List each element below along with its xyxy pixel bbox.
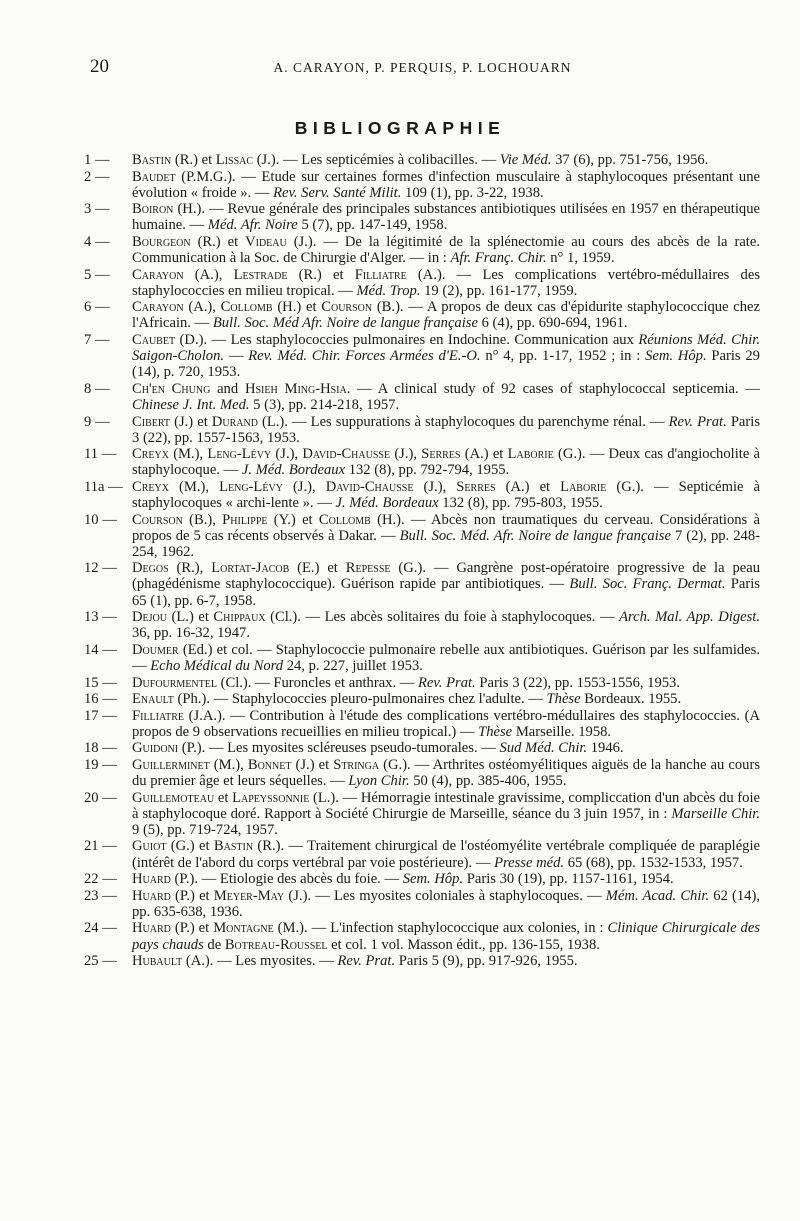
- reference-segment: (J.) et: [170, 413, 212, 430]
- reference-segment: (R.),: [168, 560, 212, 577]
- reference-number: 17 —: [84, 707, 117, 724]
- reference-segment: 1946.: [587, 740, 624, 757]
- author-name: Botreau-Roussel: [224, 936, 328, 953]
- reference-number-value: 14: [84, 641, 99, 658]
- reference-number-value: 7: [84, 332, 92, 349]
- reference-segment: (M.),: [209, 756, 248, 773]
- reference-number: 14 —: [84, 641, 117, 658]
- reference-segment: (G.). — Arthrites ostéomyélitiques aiguës de la hanche au cours du premier âge et leurs séquelles. —: [132, 756, 760, 790]
- reference-number: 7 —: [84, 332, 110, 349]
- reference-text: [132, 234, 760, 266]
- reference-segment: Marseille. 1958.: [512, 723, 612, 740]
- journal-title: Thèse: [546, 691, 581, 708]
- author-name: Bastin: [132, 152, 172, 168]
- reference-number: 16 —: [84, 691, 117, 708]
- reference-number: 2 —: [84, 168, 110, 185]
- reference-segment: (Cl.). — Les abcès solitaires du foie à staphylocoques. —: [265, 609, 620, 626]
- reference-number: 10 —: [84, 511, 117, 528]
- journal-title: Sud Méd. Chir.: [499, 740, 588, 757]
- reference-number-value: 15: [84, 674, 99, 691]
- page-number: 20: [90, 56, 109, 77]
- author-name: Courson: [321, 299, 373, 316]
- reference-segment: (A.). — Les complications vertébro-médullaires des staphylococcies en milieu tropical. —: [132, 266, 760, 299]
- reference-entry: [84, 708, 760, 740]
- reference-number-value: 4: [84, 233, 92, 250]
- author-name: Collomb: [318, 511, 371, 528]
- author-name: Creyx: [132, 446, 169, 463]
- reference-segment: (L.) et: [166, 609, 214, 626]
- reference-segment: 19 (2), pp. 161-177, 1959.: [420, 282, 578, 299]
- reference-number-value: 11: [84, 446, 99, 463]
- reference-segment: (H.). — Abcès non traumatiques du cerveau. Considérations à propos de 5 cas récents observés à Dakar. —: [132, 511, 760, 544]
- reference-text: [132, 512, 760, 560]
- reference-text: [132, 414, 760, 446]
- reference-number-value: 2: [84, 168, 92, 185]
- reference-number-value: 19: [84, 756, 99, 773]
- reference-segment: (J.) et: [291, 756, 334, 773]
- journal-title: Rev. Serv. Santé Milit.: [273, 184, 402, 201]
- reference-segment: (P.). — Les myosites scléreuses pseudo-tumorales. —: [178, 740, 500, 757]
- journal-title: Clinique Chirurgicale des pays chauds: [132, 920, 761, 953]
- reference-segment: (J.A.). — Contribution à l'étude des complications vertébro-médullaires des staphylococcies. (A propos de 9 observations recueillies en milieu tropical.) —: [132, 707, 760, 740]
- journal-title: Marseille Chir.: [671, 805, 760, 822]
- author-name: Dejou: [132, 609, 167, 626]
- reference-number: 8 —: [84, 380, 110, 397]
- reference-list: [84, 152, 760, 970]
- reference-entry: [84, 446, 760, 478]
- reference-text: [132, 169, 760, 201]
- reference-segment: (B.). — A propos de deux cas d'épidurite staphylococcique chez l'Africain. —: [132, 299, 760, 332]
- author-name: Laborie: [507, 446, 554, 463]
- author-name: Lortat-Jacob: [211, 560, 290, 577]
- reference-number: 25 —: [84, 953, 117, 970]
- reference-segment: (J.),: [282, 478, 326, 495]
- reference-entry: [84, 953, 760, 969]
- reference-number-value: 20: [84, 789, 99, 806]
- author-name: Serres: [421, 446, 461, 463]
- reference-text: [132, 381, 760, 413]
- reference-entry: [84, 381, 760, 413]
- reference-number: 20 —: [84, 789, 117, 806]
- reference-segment: (J.),: [390, 446, 422, 463]
- author-name: Huard: [132, 871, 171, 888]
- reference-number: 9 —: [84, 413, 110, 430]
- reference-entry: [84, 609, 760, 641]
- reference-segment: 62 (14), pp. 635-638, 1936.: [132, 887, 760, 920]
- reference-segment: (G.). — Gangrène post-opératoire progressive de la peau (phagédénisme staphylococcique). Guérison rapide par antibiotiques. —: [132, 560, 760, 593]
- reference-segment: 24, p. 227, juillet 1953.: [283, 657, 423, 674]
- author-name: Dufourmentel: [132, 674, 217, 691]
- reference-entry: [84, 642, 760, 674]
- reference-entry: [84, 675, 760, 691]
- journal-title: Chinese J. Int. Med.: [132, 396, 250, 413]
- reference-text: [132, 446, 760, 478]
- journal-title: Sem. Hôp.: [402, 871, 464, 888]
- reference-number-value: 1: [84, 152, 92, 168]
- author-name: Bastin: [213, 838, 254, 855]
- reference-segment: (J.). — Les septicémies à colibacilles. —: [253, 152, 500, 168]
- reference-segment: (R.). — Traitement chirurgical de l'ostéomyélite vertébrale compliquée de paraplégie (intérêt de l'abord du corps vertébral par voie postérieure). —: [132, 838, 761, 871]
- reference-segment: 50 (4), pp. 385-406, 1955.: [409, 773, 567, 790]
- author-name: Leng-Lévy: [207, 446, 272, 463]
- reference-segment: (A.) et: [460, 446, 508, 463]
- reference-text: [132, 740, 760, 756]
- reference-text: [132, 332, 760, 380]
- reference-entry: [84, 169, 760, 201]
- reference-number: 5 —: [84, 266, 110, 283]
- reference-entry: [84, 414, 760, 446]
- journal-title: Méd. Afr. Noire: [207, 217, 298, 234]
- journal-title: Réunions Méd. Chir. Saigon-Cholon.: [132, 332, 760, 365]
- author-name: Guillerminet: [132, 756, 210, 773]
- reference-text: [132, 479, 760, 511]
- reference-number-value: 6: [84, 299, 92, 316]
- journal-title: Vie Méd.: [499, 152, 552, 168]
- reference-text: [132, 757, 760, 789]
- reference-text: [132, 201, 760, 233]
- reference-number-value: 24: [84, 920, 99, 937]
- reference-segment: (P.). — Etiologie des abcès du foie. —: [170, 871, 403, 888]
- journal-title: J. Méd. Bordeaux: [335, 494, 439, 511]
- reference-segment: (P.) et: [170, 887, 214, 904]
- journal-title: Rev. Méd. Chir. Forces Armées d'E.-O.: [248, 348, 481, 365]
- reference-number: 19 —: [84, 756, 117, 773]
- reference-number-value: 22: [84, 871, 99, 888]
- author-name: Lapeyssonnie: [232, 789, 310, 806]
- reference-text: [132, 675, 760, 691]
- journal-title: Afr. Franç. Chir.: [450, 250, 547, 267]
- journal-title: Bull. Soc. Franç. Dermat.: [569, 576, 726, 593]
- author-name: David-Chausse: [325, 478, 414, 495]
- reference-segment: (G.). — Septicémie à staphylocoques « archi-lente ». —: [132, 478, 761, 511]
- reference-segment: 5 (7), pp. 147-149, 1958.: [297, 217, 448, 234]
- author-name: Laborie: [560, 478, 607, 495]
- reference-number-value: 25: [84, 953, 99, 970]
- reference-segment: (J.). — De la légitimité de la splénectomie au cours des abcès de la rate. Communication à la Soc. de Chirurgie d'Alger. — in :: [132, 233, 760, 267]
- author-name: Stringa: [333, 756, 380, 773]
- reference-segment: 6 (4), pp. 690-694, 1961.: [477, 315, 628, 332]
- reference-number: 11 —: [84, 446, 117, 463]
- journal-title: Sem. Hôp.: [645, 348, 707, 365]
- author-name: Baudet: [132, 168, 176, 185]
- section-title: BIBLIOGRAPHIE: [294, 118, 506, 138]
- reference-text: [132, 560, 760, 608]
- author-name: Lissac: [215, 152, 254, 168]
- author-name: Courson: [132, 511, 183, 528]
- reference-segment: 5 (3), pp. 214-218, 1957.: [249, 396, 400, 413]
- author-name: Carayon: [132, 299, 184, 316]
- reference-entry: [84, 299, 760, 331]
- reference-text: [132, 953, 760, 969]
- author-name: Ch'en Chung: [132, 380, 211, 397]
- reference-segment: 7 (2), pp. 248-254, 1962.: [132, 527, 760, 560]
- reference-number-value: 13: [84, 609, 99, 626]
- author-name: Leng-Lévy: [219, 478, 283, 495]
- journal-title: Lyon Chir.: [348, 773, 410, 790]
- journal-title: Bull. Soc. Méd. Afr. Noire de langue française: [399, 527, 671, 544]
- reference-segment: (A.). — Les myosites. —: [182, 953, 338, 970]
- reference-number: 1 —: [84, 152, 110, 168]
- reference-entry: [84, 838, 760, 870]
- reference-text: [132, 299, 760, 331]
- author-name: Doumer: [132, 641, 179, 658]
- reference-segment: (P.) et: [170, 920, 214, 937]
- reference-number-value: 21: [84, 838, 99, 855]
- reference-segment: (Ph.). — Staphylococcies pleuro-pulmonaires chez l'adulte. —: [173, 691, 547, 708]
- author-name: Montagne: [213, 920, 274, 937]
- reference-segment: (H.) et: [272, 299, 322, 316]
- journal-title: Méd. Trop.: [356, 282, 421, 299]
- author-name: Filliatre: [354, 266, 407, 283]
- reference-number: 3 —: [84, 201, 110, 218]
- journal-title: Bull. Soc. Méd Afr. Noire de langue française: [212, 315, 478, 332]
- reference-segment: (P.M.G.). — Etude sur certaines formes d'infection musculaire à staphylocoques présentant une évolution « froide ». —: [132, 168, 760, 201]
- reference-number: 12 —: [84, 560, 117, 577]
- reference-number-value: 18: [84, 740, 99, 757]
- reference-segment: 65 (68), pp. 1532-1533, 1957.: [564, 854, 743, 871]
- journal-title: Echo Médical du Nord: [150, 657, 284, 674]
- reference-text: [132, 708, 760, 740]
- reference-segment: 37 (6), pp. 751-756, 1956.: [551, 152, 709, 168]
- reference-segment: 36, pp. 16-32, 1947.: [132, 625, 250, 642]
- reference-entry: [84, 757, 760, 789]
- reference-number-value: 11a: [84, 478, 105, 495]
- reference-segment: (A.) et: [495, 478, 561, 495]
- reference-segment: 109 (1), pp. 3-22, 1938.: [401, 184, 544, 201]
- author-name: Carayon: [132, 266, 184, 283]
- running-head: A. CARAYON, P. PERQUIS, P. LOCHOUARN: [273, 60, 572, 75]
- reference-segment: (D.). — Les staphylococcies pulmonaires en Indochine. Communication aux: [175, 332, 639, 349]
- reference-entry: [84, 790, 760, 838]
- reference-number: 23 —: [84, 887, 117, 904]
- reference-entry: [84, 152, 760, 168]
- reference-number: 24 —: [84, 920, 117, 937]
- reference-segment: Paris 65 (1), pp. 6-7, 1958.: [132, 576, 760, 609]
- reference-segment: 132 (8), pp. 792-794, 1955.: [345, 462, 510, 479]
- reference-number-value: 23: [84, 887, 99, 904]
- reference-segment: (Cl.). — Furoncles et anthrax. —: [216, 674, 419, 691]
- reference-text: [132, 152, 760, 168]
- reference-segment: Bordeaux. 1955.: [580, 691, 682, 708]
- author-name: Huard: [132, 920, 171, 937]
- reference-segment: Paris 29 (14), p. 720, 1953.: [132, 348, 760, 381]
- reference-entry: [84, 871, 760, 887]
- reference-segment: (M.),: [168, 478, 220, 495]
- reference-text: [132, 642, 760, 674]
- reference-segment: (R.) et: [190, 233, 246, 250]
- author-name: Repesse: [345, 560, 391, 577]
- reference-segment: (Y.) et: [267, 511, 319, 528]
- reference-entry: [84, 267, 760, 299]
- reference-entry: [84, 332, 760, 380]
- author-name: Guillemoteau: [132, 789, 215, 806]
- author-name: Hubault: [132, 953, 183, 970]
- author-name: Creyx: [132, 478, 169, 495]
- reference-segment: n° 1, 1959.: [546, 250, 615, 267]
- journal-title: Presse méd.: [494, 854, 565, 871]
- reference-segment: Paris 30 (19), pp. 1157-1161, 1954.: [463, 871, 674, 888]
- reference-segment: (J.),: [271, 446, 303, 463]
- reference-number: 4 —: [84, 233, 110, 250]
- reference-number: 22 —: [84, 871, 117, 888]
- reference-segment: (R.) et: [287, 266, 355, 283]
- reference-text: [132, 691, 760, 707]
- author-name: Lestrade: [233, 266, 288, 283]
- journal-title: Rev. Prat.: [337, 953, 396, 970]
- reference-entry: [84, 234, 760, 266]
- author-name: Videau: [245, 233, 287, 250]
- reference-number-value: 9: [84, 413, 92, 430]
- reference-segment: (G.) et: [166, 838, 214, 855]
- author-name: Chippaux: [213, 609, 266, 626]
- reference-number-value: 16: [84, 691, 99, 708]
- journal-title: Thèse: [478, 723, 513, 740]
- author-name: Meyer-May: [213, 887, 285, 904]
- reference-segment: (J.),: [413, 478, 457, 495]
- reference-segment: de: [203, 936, 225, 953]
- author-name: Huard: [132, 887, 171, 904]
- reference-segment: (Ed.) et col. — Staphylococcie pulmonaire rebelle aux antibiotiques. Guérison par les sulfamides. —: [132, 641, 760, 674]
- journal-title: Rev. Prat.: [418, 674, 476, 691]
- author-name: Guidoni: [132, 740, 179, 757]
- author-name: Caubet: [132, 332, 176, 349]
- reference-entry: [84, 560, 760, 608]
- author-name: Enault: [132, 691, 174, 708]
- reference-segment: (G.). — Deux cas d'angiocholite à staphylocoque. —: [132, 446, 760, 479]
- journal-title: J. Méd. Bordeaux: [241, 462, 346, 479]
- reference-segment: (M.). — L'infection staphylococcique aux colonies, in :: [273, 920, 608, 937]
- reference-segment: Paris 3 (22), pp. 1553-1556, 1953.: [475, 674, 681, 691]
- journal-title: Rev. Prat.: [668, 413, 727, 430]
- author-name: Bonnet: [247, 756, 292, 773]
- reference-entry: [84, 201, 760, 233]
- reference-segment: Paris 5 (9), pp. 917-926, 1955.: [395, 953, 578, 970]
- reference-entry: [84, 479, 760, 511]
- author-name: Durand: [211, 413, 258, 430]
- reference-segment: 9 (5), pp. 719-724, 1957.: [132, 821, 278, 838]
- reference-number: 18 —: [84, 740, 117, 757]
- author-name: Hsieh Ming-Hsia: [244, 380, 347, 397]
- author-name: Degos: [132, 560, 169, 577]
- reference-number-value: 17: [84, 707, 99, 724]
- reference-text: [132, 920, 760, 952]
- reference-number: 11a —: [84, 478, 123, 495]
- reference-segment: (H.). — Revue générale des principales substances antibiotiques utilisées en 1957 en thérapeutique humaine. —: [132, 201, 760, 234]
- reference-number-value: 10: [84, 511, 99, 528]
- reference-segment: and: [210, 380, 245, 397]
- reference-segment: et col. 1 vol. Masson édit., pp. 136-155, 1938.: [327, 936, 600, 953]
- reference-segment: (L.). — Les suppurations à staphylocoques du parenchyme rénal. —: [257, 413, 669, 430]
- author-name: David-Chausse: [302, 446, 391, 463]
- reference-number: 21 —: [84, 838, 117, 855]
- author-name: Philippe: [222, 511, 268, 528]
- reference-number-value: 5: [84, 266, 92, 283]
- reference-segment: (M.),: [168, 446, 208, 463]
- reference-segment: —: [224, 348, 249, 365]
- reference-entry: [84, 920, 760, 952]
- journal-title: Arch. Mal. App. Digest.: [619, 609, 760, 626]
- reference-segment: . — A clinical study of 92 cases of staphylococcal septicemia. —: [346, 380, 761, 397]
- author-name: Cibert: [132, 413, 171, 430]
- reference-segment: (E.) et: [289, 560, 346, 577]
- author-name: Filliatre: [132, 707, 184, 724]
- reference-segment: et: [214, 789, 233, 806]
- author-name: Serres: [456, 478, 496, 495]
- reference-segment: 132 (8), pp. 795-803, 1955.: [438, 494, 603, 511]
- reference-entry: [84, 888, 760, 920]
- reference-entry: [84, 691, 760, 707]
- author-name: Bourgeon: [132, 233, 191, 250]
- reference-segment: (B.),: [182, 511, 223, 528]
- author-name: Boiron: [132, 201, 174, 218]
- reference-entry: [84, 512, 760, 560]
- reference-segment: (R.) et: [171, 152, 216, 168]
- reference-number: 6 —: [84, 299, 110, 316]
- reference-number-value: 3: [84, 201, 92, 218]
- reference-text: [132, 871, 760, 887]
- reference-segment: Paris 3 (22), pp. 1557-1563, 1953.: [132, 413, 761, 446]
- reference-number: 15 —: [84, 674, 117, 691]
- reference-segment: (A.),: [183, 266, 234, 283]
- reference-text: [132, 609, 760, 641]
- reference-text: [132, 838, 760, 870]
- reference-number-value: 8: [84, 380, 92, 397]
- reference-segment: (J.). — Les myosites coloniales à staphylocoques. —: [284, 887, 606, 904]
- reference-segment: n° 4, pp. 1-17, 1952 ; in :: [480, 348, 646, 365]
- reference-text: [132, 267, 760, 299]
- reference-text: [132, 790, 760, 838]
- reference-number: 13 —: [84, 609, 117, 626]
- journal-title: Mém. Acad. Chir.: [605, 887, 710, 904]
- reference-text: [132, 888, 760, 920]
- reference-segment: (A.),: [183, 299, 221, 316]
- page-header: [90, 56, 755, 82]
- reference-number-value: 12: [84, 560, 99, 577]
- reference-entry: [84, 740, 760, 756]
- author-name: Guiot: [132, 838, 167, 855]
- reference-segment: (L.). — Hémorragie intestinale gravissime, compliccation d'un abcès du foie à staphylocoque doré. Rapport à Société Chirurgie de Marseille, séance du 3 juin 1957, in :: [132, 789, 760, 822]
- author-name: Collomb: [220, 299, 273, 316]
